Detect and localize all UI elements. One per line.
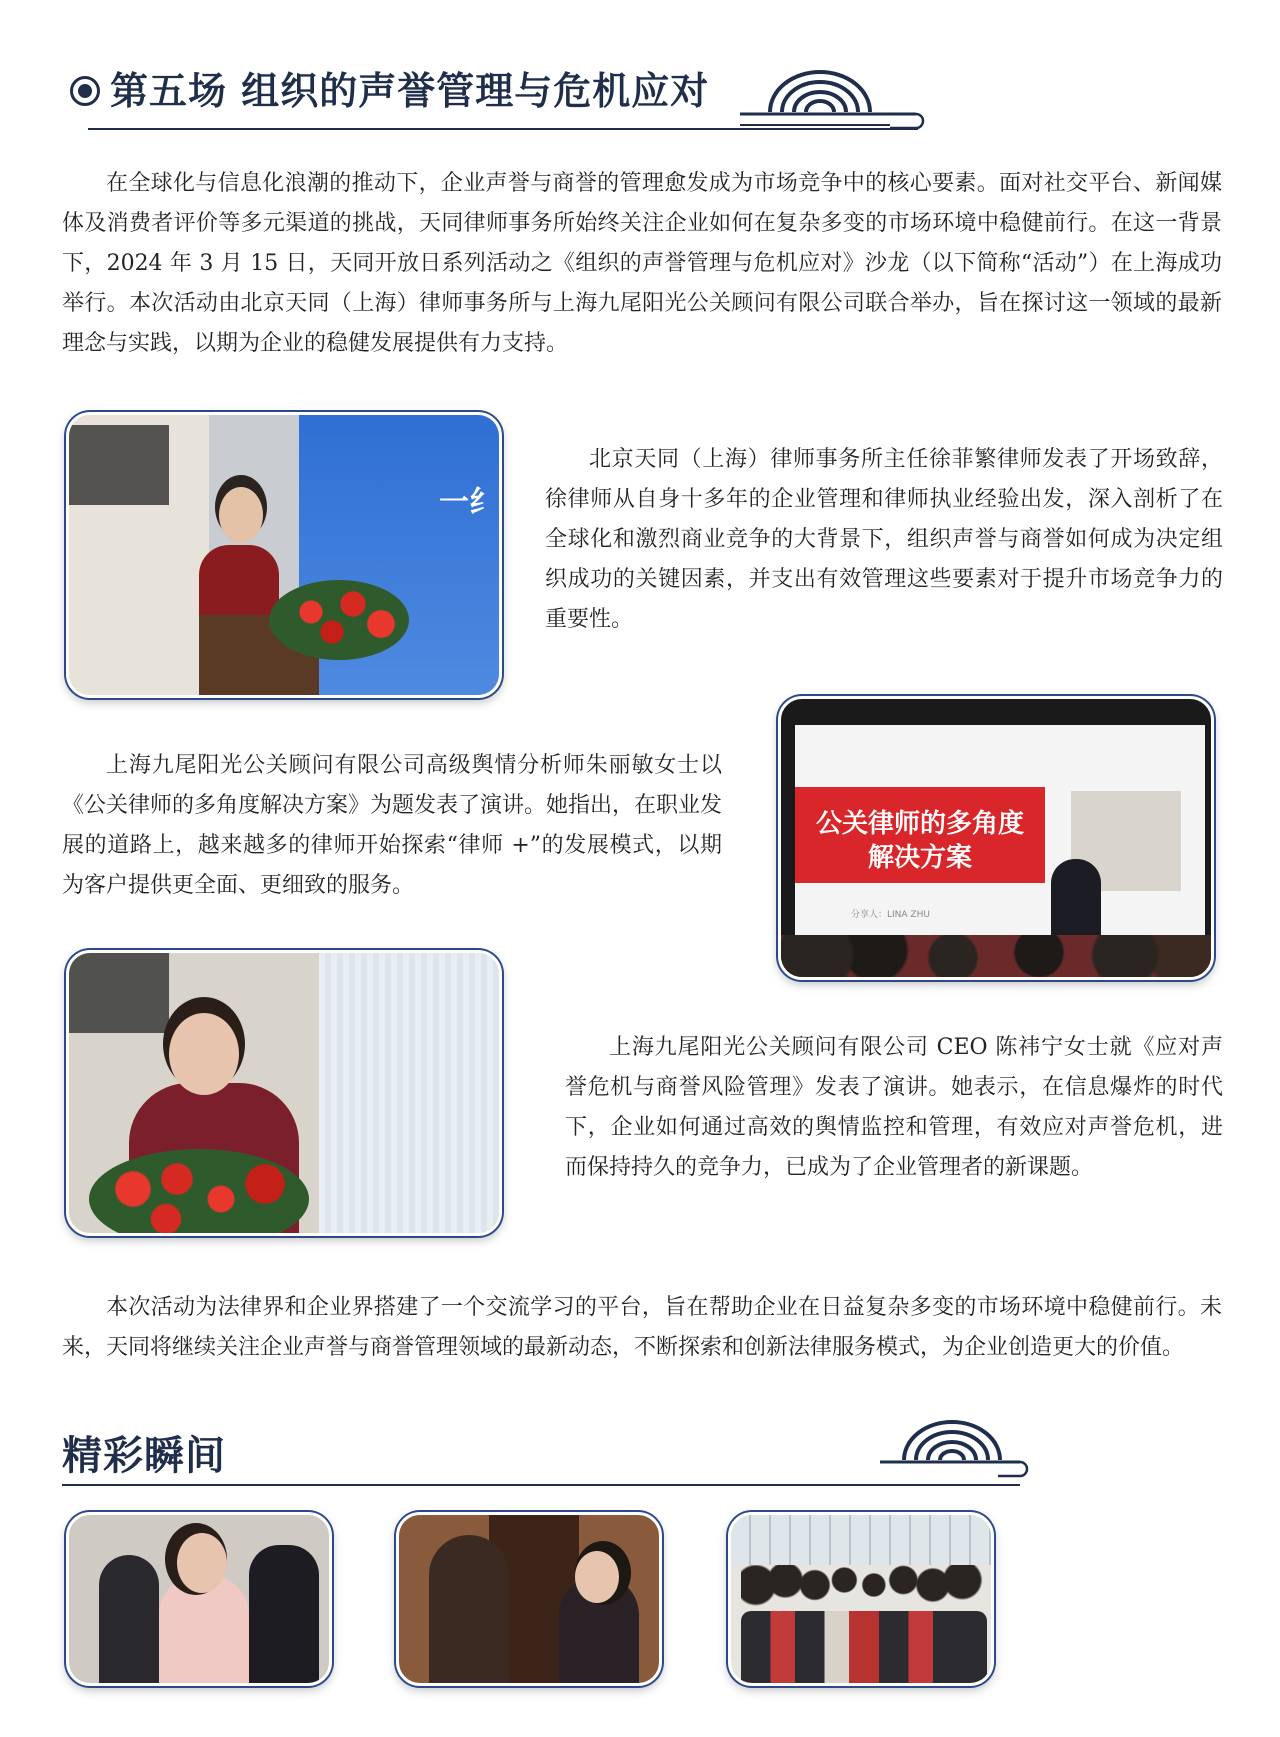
photo-man-left: [99, 1555, 159, 1686]
photo-windows: [731, 1515, 991, 1565]
photo-audience-heads: [781, 935, 1211, 980]
highlight-photo-audience: [66, 1512, 332, 1686]
photo-man-right: [249, 1545, 319, 1686]
photo-calligraphy-frame: [69, 425, 169, 505]
photo-group-front-row: [741, 1611, 987, 1686]
highlight-photo-group: [728, 1512, 994, 1686]
section-bullet-icon: [70, 76, 100, 106]
photo-slide-presenter: 分享人：LINA ZHU: [851, 910, 930, 920]
section-underline: [88, 128, 918, 130]
speaker2-paragraph: 上海九尾阳光公关顾问有限公司高级舆情分析师朱丽敏女士以《公关律师的多角度解决方案》为题发表了演讲。她指出，在职业发展的道路上，越来越多的律师开始探索“律师 +”的发展模式，以期为客户提供更全面、更细致的服务。: [62, 753, 723, 898]
photo-curtain: [319, 953, 502, 1233]
photo-speaker-head: [219, 487, 263, 543]
section-title: 第五场 组织的声誉管理与危机应对: [110, 69, 710, 113]
arch-decoration-icon: [740, 68, 940, 132]
photo-interviewee-head: [575, 1551, 619, 1603]
highlight-photo-interview: [396, 1512, 662, 1686]
photo-opening-speech: [66, 412, 502, 698]
photo-slide-title-2: 解决方案: [867, 843, 972, 873]
intro-paragraph: 在全球化与信息化浪潮的推动下，企业声誉与商誉的管理愈发成为市场竞争中的核心要素。面对社交平台、新闻媒体及消费者评价等多元渠道的挑战，天同律师事务所始终关注企业如何在复杂多变的市场环境中稳健前行。在这一背景下，2024 年 3 月 15 日，天同开放日系列活动之《组织的声誉管理与危机应对》沙龙（以下简称“活动”）在上海成功举行。本次活动由北京天同（上海）律师事务所与上海九尾阳光公关顾问有限公司联合举办，旨在探讨这一领域的最新理念与实践，以期为企业的稳健发展提供有力支持。: [62, 171, 1222, 356]
closing-paragraph: 本次活动为法律界和企业界搭建了一个交流学习的平台，旨在帮助企业在日益复杂多变的市场环境中稳健前行。未来，天同将继续关注企业声誉与商誉管理领域的最新动态，不断探索和创新法律服务模式，为企业创造更大的价值。: [62, 1295, 1222, 1360]
arch-decoration-icon-2: [880, 1418, 1040, 1482]
speaker1-paragraph: 北京天同（上海）律师事务所主任徐菲繁律师发表了开场致辞，徐律师从自身十多年的企业管理和律师执业经验出发，深入剖析了在全球化和激烈商业竞争的大背景下，组织声誉与商誉如何成为决定组织成功的关键因素，并支出有效管理这些要素对于提升市场竞争力的重要性。: [545, 447, 1223, 632]
photo-woman-back: [429, 1535, 509, 1686]
speaker3-paragraph: 上海九尾阳光公关顾问有限公司 CEO 陈祎宁女士就《应对声誉危机与商誉风险管理》发表了演讲。她表示，在信息爆炸的时代下，企业如何通过高效的舆情监控和管理，有效应对声誉危机，进而保持持久的竞争力，已成为了企业管理者的新课题。: [565, 1035, 1223, 1180]
photo-ceo-head: [169, 1013, 239, 1095]
highlights-underline: [62, 1484, 1020, 1486]
photo-red-roses: [269, 580, 409, 660]
photo-calligraphy-wall-2: [69, 953, 169, 1033]
photo-ceo-speech: [66, 950, 502, 1236]
photo-woman-head: [177, 1533, 227, 1593]
highlights-title: 精彩瞬间: [62, 1433, 226, 1479]
photo-group-back-row: [741, 1565, 987, 1615]
photo-slide-title-1: 公关律师的多角度: [815, 809, 1024, 839]
photo-banner-text: 一纟: [439, 485, 499, 520]
photo-slide-presentation: [778, 696, 1214, 980]
